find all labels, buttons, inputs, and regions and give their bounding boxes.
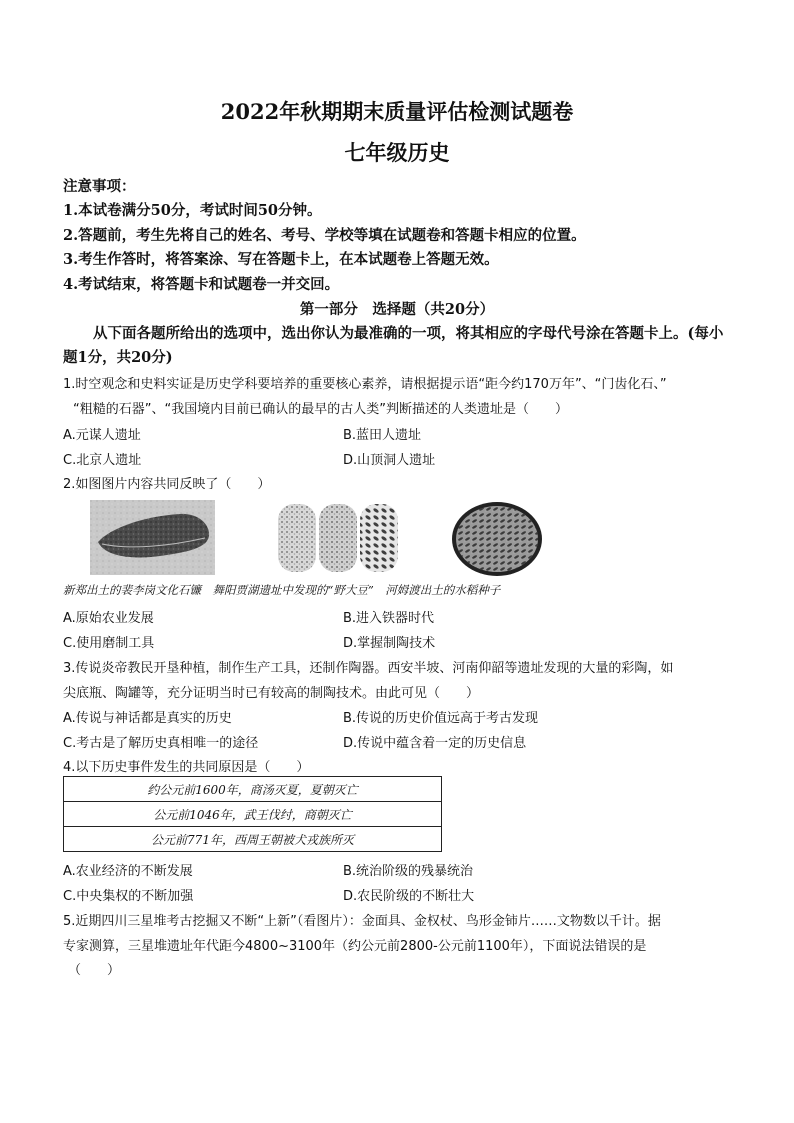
notice-item: 2.答题前，考生先将自己的姓名、考号、学校等填在试题卷和答题卡相应的位置。 — [63, 227, 586, 244]
q1-option-d: D.山顶洞人遗址 — [343, 453, 436, 468]
notice-heading: 注意事项： — [63, 178, 136, 195]
q3-option-a: A.传说与神话都是真实的历史 — [63, 711, 232, 726]
notice-item: 1.本试卷满分50分，考试时间50分钟。 — [63, 202, 322, 219]
section-heading: 第一部分 选择题（共20分） — [299, 301, 495, 318]
rice-seeds-image — [450, 500, 545, 578]
q3-option-c: C.考古是了解历史真相唯一的途径 — [63, 736, 259, 751]
q2-option-c: C.使用磨制工具 — [63, 636, 155, 651]
q5-stem-line1: 5.近期四川三星堆考古挖掘又不断“上新”（看图片）：金面具、金权杖、鸟形金铈片……文物数以千计。据 — [63, 914, 661, 929]
q5-stem-line2: 专家测算，三星堆遗址年代距今4800~3100年（约公元前2800-公元前1100年），下面说法错误的是 — [63, 939, 647, 954]
q3-option-b: B.传说的历史价值远高于考古发现 — [343, 711, 539, 726]
q4-option-a: A.农业经济的不断发展 — [63, 864, 193, 879]
q1-option-b: B.蓝田人遗址 — [343, 428, 422, 443]
table-row — [64, 802, 442, 827]
wild-soybean-image — [276, 500, 401, 575]
q2-option-a: A.原始农业发展 — [63, 611, 154, 626]
stone-sickle-image — [90, 500, 215, 575]
q2-image-caption: 新郑出土的裴李岗文化石镰 舞阳贾湖遗址中发现的“野大豆” 河姆渡出土的水稻种子 — [63, 583, 501, 597]
notice-item: 3.考生作答时，将答案涂、写在答题卡上，在本试题卷上答题无效。 — [63, 251, 499, 268]
q3-stem-line1: 3.传说炎帝教民开垦种植，制作生产工具，还制作陶器。西安半坡、河南仰韶等遗址发现的大量的彩陶，如 — [63, 661, 674, 676]
q5-answer-bracket: （ ） — [68, 963, 121, 978]
exam-title: 2022年秋期期末质量评估检测试题卷 — [220, 99, 574, 124]
table-row — [64, 777, 442, 802]
table-cell: 约公元前1600年，商汤灭夏，夏朝灭亡 — [64, 777, 442, 802]
section-instruction: 从下面各题所给出的选项中，选出你认为最准确的一项，将其相应的字母代号涂在答题卡上。(每小题1分，共20分) — [63, 325, 724, 366]
table-cell: 公元前1046年，武王伐纣，商朝灭亡 — [64, 802, 442, 827]
q2-option-d: D.掌握制陶技术 — [343, 636, 436, 651]
q1-option-a: A.元谋人遗址 — [63, 428, 141, 443]
q1-option-c: C.北京人遗址 — [63, 453, 142, 468]
q3-option-d: D.传说中蕴含着一定的历史信息 — [343, 736, 527, 751]
q4-option-c: C.中央集权的不断加强 — [63, 889, 194, 904]
q4-stem: 4.以下历史事件发生的共同原因是（ ） — [63, 760, 310, 775]
notice-item: 4.考试结束，将答题卡和试题卷一并交回。 — [63, 276, 340, 293]
q4-option-d: D.农民阶级的不断壮大 — [343, 889, 475, 904]
exam-subtitle: 七年级历史 — [344, 140, 450, 165]
q4-option-b: B.统治阶级的残暴统治 — [343, 864, 474, 879]
q4-events-table — [63, 776, 442, 852]
table-cell: 公元前771年，西周王朝被犬戎族所灭 — [64, 827, 442, 852]
q2-stem: 2.如图图片内容共同反映了（ ） — [63, 477, 271, 492]
q1-stem-line2: “粗糙的石器”、“我国境内目前已确认的最早的古人类”判断描述的人类遗址是（ ） — [73, 402, 568, 417]
q3-stem-line2: 尖底瓶、陶罐等，充分证明当时已有较高的制陶技术。由此可见（ ） — [63, 686, 480, 701]
table-row — [64, 827, 442, 852]
q1-stem-line1: 1.时空观念和史料实证是历史学科要培养的重要核心素养，请根据提示语“距今约170万年”、“门齿化石、” — [63, 377, 667, 392]
q2-option-b: B.进入铁器时代 — [343, 611, 435, 626]
